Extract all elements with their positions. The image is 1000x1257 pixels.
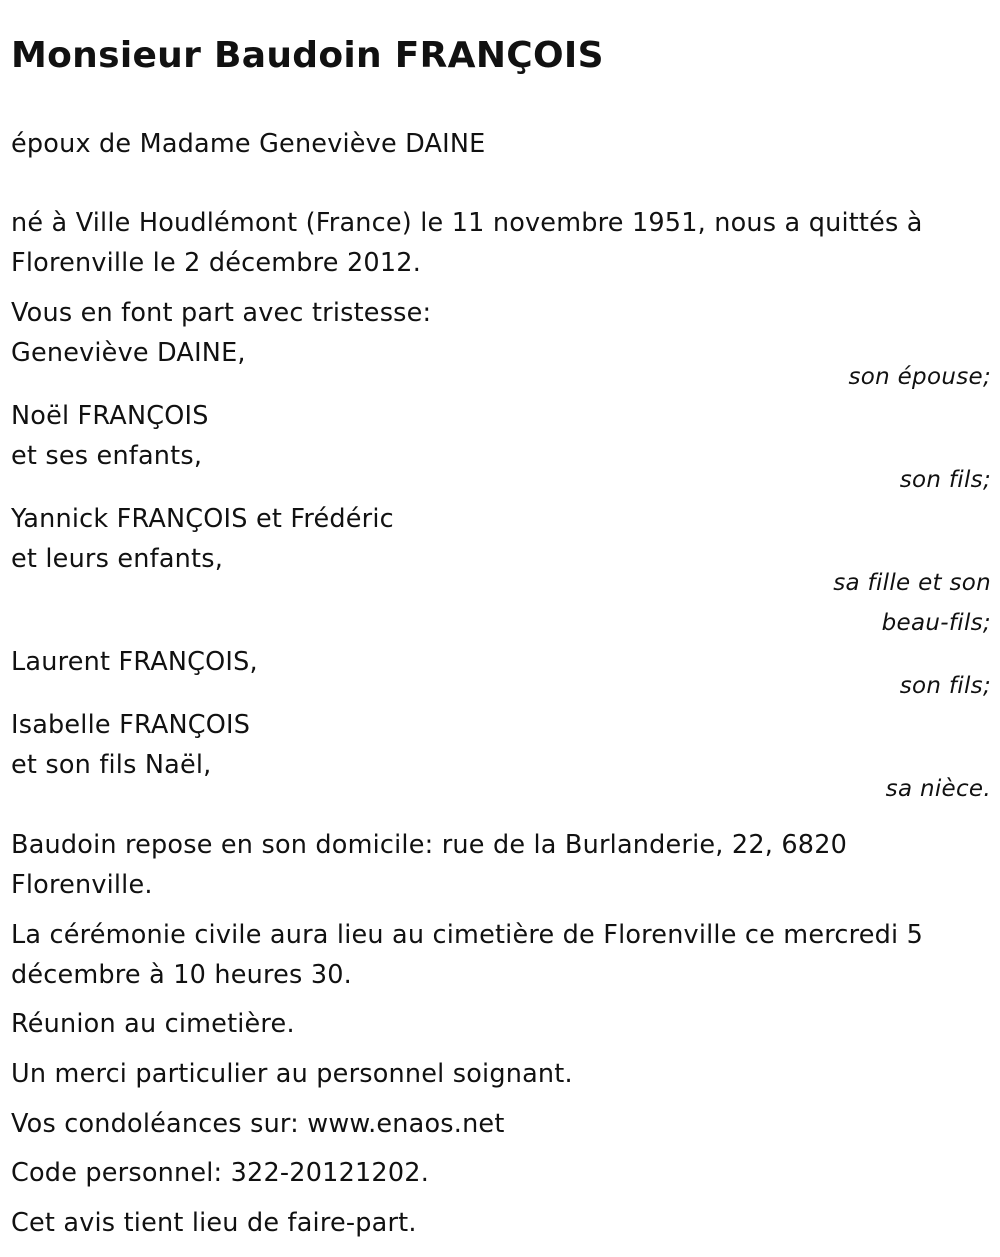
family-member-name: Geneviève DAINE, [11, 338, 246, 368]
family-member-name: Laurent FRANÇOIS, [11, 647, 258, 677]
family-member-relation-cont: beau-fils; [881, 610, 991, 636]
spouse-line: époux de Madame Geneviève DAINE [11, 129, 486, 159]
family-member-name-cont: et leurs enfants, [11, 544, 224, 574]
family-member-relation: sa fille et son [833, 570, 991, 596]
code-line: Code personnel: 322-20121202. [11, 1158, 429, 1188]
reunion-line: Réunion au cimetière. [11, 1009, 295, 1039]
family-member-name: Noël FRANÇOIS [11, 401, 209, 431]
family-member-relation: son fils; [899, 467, 991, 493]
announce-line: Vous en font part avec tristesse: [11, 298, 432, 328]
family-member-name-cont: et ses enfants, [11, 441, 203, 471]
family-member-relation: son fils; [899, 673, 991, 699]
ceremony-line-1: La cérémonie civile aura lieu au cimetière de Florenville ce mercredi 5 [11, 920, 923, 950]
birth-death-line-2: Florenville le 2 décembre 2012. [11, 248, 422, 278]
rest-line-2: Florenville. [11, 870, 153, 900]
condolences-line: Vos condoléances sur: www.enaos.net [11, 1109, 505, 1139]
family-member-relation: sa nièce. [885, 776, 991, 802]
family-member-name: Yannick FRANÇOIS et Frédéric [11, 504, 394, 534]
ceremony-line-2: décembre à 10 heures 30. [11, 960, 352, 990]
family-member-relation: son épouse; [848, 364, 991, 390]
rest-line-1: Baudoin repose en son domicile: rue de la Burlanderie, 22, 6820 [11, 830, 848, 860]
family-member-name: Isabelle FRANÇOIS [11, 710, 251, 740]
thanks-line: Un merci particulier au personnel soignant. [11, 1059, 573, 1089]
birth-death-line-1: né à Ville Houdlémont (France) le 11 novembre 1951, nous a quittés à [11, 208, 923, 238]
family-member-name-cont: et son fils Naël, [11, 750, 212, 780]
faire-part-line: Cet avis tient lieu de faire-part. [11, 1208, 417, 1238]
notice-title: Monsieur Baudoin FRANÇOIS [11, 35, 604, 76]
